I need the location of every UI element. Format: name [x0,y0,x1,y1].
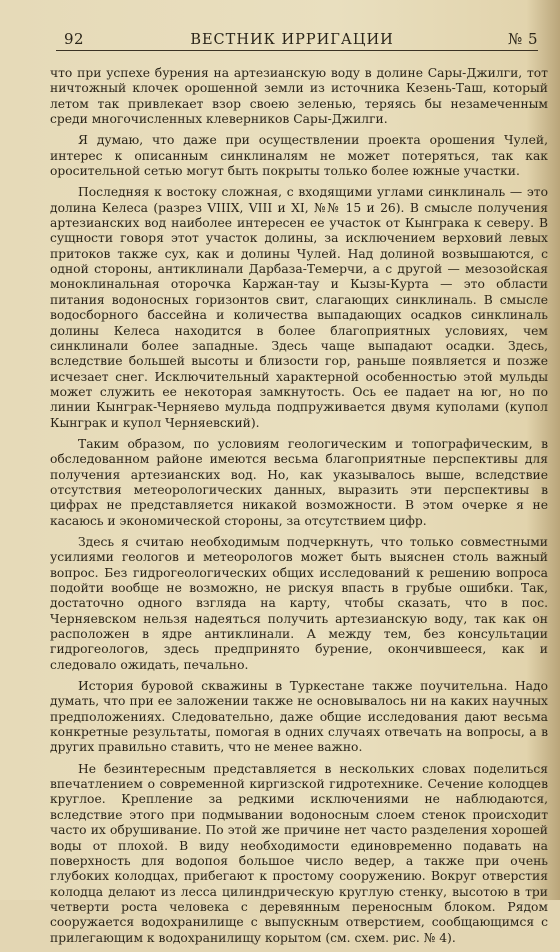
paragraph: Я думаю, что даже при осуществлении проекта орошения Чулей, интерес к описанным синклиналям не может потеряться, так как оросительной сетью могут быть покрыты только более южные участки. [50,133,548,179]
paragraph: Таким образом, по условиям геологическим и топографическим, в обследованном районе имеются весьма благоприятные перспективы для получения артезианских вод. Но, как указывалось выше, вследствие отсутствия метеорологических данных, выразить эти перспективы в цифрах не представляется никакой возможности. В этом очерке я не касаюсь и экономической стороны, за отсутствием цифр. [50,436,548,528]
paragraph: Не безинтересным представляется в нескольких словах поделиться впечатлением о современной киргизской гидротехнике. Сечение колодцев круглое. Крепление за редкими исключениями не наблюдаются, вследствие этого при подмывании водоносным слоем стенок происходит часто их обрушивание. По этой же причине нет часто разделения хорошей воды от плохой. В виду необходимости единовременно подавать на поверхность для водопоя большое число ведер, а также при очень глубоких колодцах, прибегают к простому сооружению. Вокруг отверстия колодца делают из лесса цилиндрическую круглую стенку, высотою в три четверти роста человека с деревянным переносным блоком. Рядом сооружается водохранилище с выпускным отверстием, сообщающимся с прилегающим к водохранилищу корытом (см. схем. рис. № 4). [50,761,548,945]
paragraph: что при успехе бурения на артезианскую воду в долине Сары-Джилги, тот ничтожный клочек орошенной земли из источника Кезень-Таш, который летом так привлекает взор своею зеленью, теряясь бы незамеченным среди многочисленных клеверников Сары-Джилги. [50,66,548,127]
paragraph: Здесь я считаю необходимым подчеркнуть, что только совместными усилиями геологов и метеорологов может быть выяснен столь важный вопрос. Без гидрогеологических общих исследований к решению вопроса подойти вообще не возможно, не рискуя впасть в грубые ошибки. Так, достаточно одного взгляда на карту, чтобы сказать, что в пос. Черняевском нельзя надеяться получить артезианскую воду, так как он расположен в ядре антиклинали. А между тем, без консультации гидрогеологов, здесь предпринято бурение, окончившееся, как и следовало ожидать, печально. [50,534,548,672]
running-header [56,26,538,51]
article-body [50,66,548,952]
paragraph: Последняя к востоку сложная, с входящими углами синклиналь — это долина Келеса (разрез VIIIX, VIII и XI, №№ 15 и 26). В смысле получения артезианских вод наиболее интересен ее участок от Кынграка к северу. В сущности говоря этот участок долины, за исключением верховий левых притоков также сух, как и долины Чулей. Над долиной возвышаются, с одной стороны, антиклинали Дарбаза-Темерчи, а с другой — мезозойская моноклинальная оторочка Каржан-тау и Кызы-Курта — это области питания водоносных горизонтов свит, слагающих синклиналь. В смысле водосборного бассейна и количества выпадающих осадков синклиналь долины Келеса находится в более благоприятных условиях, чем синклинали более западные. Здесь чаще выпадают осадки. Здесь, вследствие большей высоты и близости гор, раньше появляется и позже исчезает снег. Исключительный характерной особенностью этой мульды может служить ее некоторая замкнутость. Ось ее падает на юг, но по линии Кынграк-Черняево мульда подпруживается двумя куполами (купол Кынграк и купол Черняевский). [50,185,548,430]
issue-number: № 5 [507,30,538,48]
page-number: 92 [64,30,85,48]
journal-title: ВЕСТНИК ИРРИГАЦИИ [190,32,394,48]
paragraph: История буровой скважины в Туркестане также поучительна. Надо думать, что при ее заложении также не основывалось ни на каких научных предположениях. Следовательно, даже общие исследования дают весьма конкретные результаты, помогая в одних случаях отвечать на вопросы, а в других правильно ставить, что не менее важно. [50,679,548,755]
